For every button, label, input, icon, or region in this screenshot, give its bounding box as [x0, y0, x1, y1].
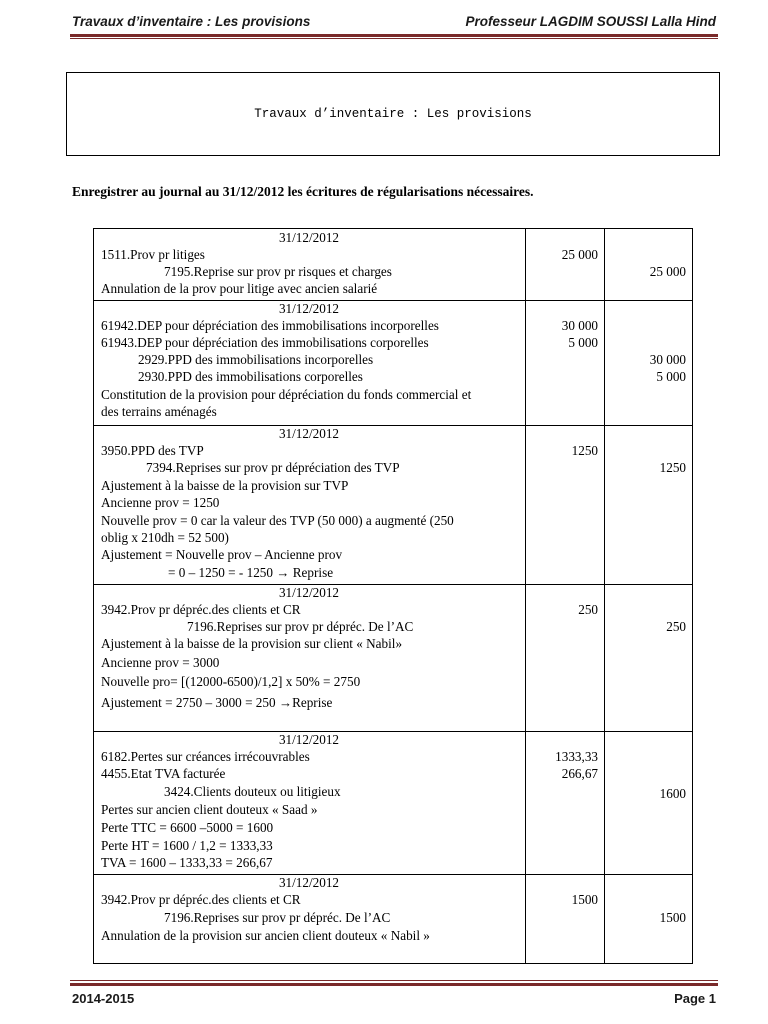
entry-line: Ajustement = 2750 – 3000 = 250 →Reprise — [101, 695, 333, 710]
entry-date: 31/12/2012 — [278, 301, 340, 316]
entry-line: Pertes sur ancien client douteux « Saad » — [101, 802, 318, 817]
entry-line: oblig x 210dh = 52 500) — [101, 530, 229, 545]
entry-line: Perte HT = 1600 / 1,2 = 1333,33 — [101, 838, 273, 853]
entry-line: Perte TTC = 6600 –5000 = 1600 — [101, 820, 274, 835]
entry-line: TVA = 1600 – 1333,33 = 266,67 — [101, 855, 273, 870]
debit-amount: 1333,33 — [555, 749, 598, 764]
entry-line: = 0 – 1250 = - 1250 → Reprise — [168, 565, 334, 580]
credit-amount: 250 — [666, 619, 686, 634]
page-header — [72, 14, 716, 34]
entry-line: des terrains aménagés — [101, 404, 217, 419]
entry-line: 4455.Etat TVA facturée — [101, 766, 226, 781]
entry-date: 31/12/2012 — [278, 426, 340, 441]
entry-line: Ancienne prov = 3000 — [101, 655, 220, 670]
debit-amount: 5 000 — [568, 335, 598, 350]
entry-date: 31/12/2012 — [278, 230, 340, 245]
entry-line: 7196.Reprises sur prov pr dépréc. De l’AC — [187, 619, 414, 634]
entry-line: Constitution de la provision pour dépréciation du fonds commercial et — [101, 387, 472, 402]
entry-line: 7394.Reprises sur prov pr dépréciation des TVP — [146, 460, 400, 475]
header-rule-thin — [70, 38, 718, 39]
credit-amount: 1500 — [659, 910, 686, 925]
entry-line: 61942.DEP pour dépréciation des immobilisations incorporelles — [101, 318, 439, 333]
entry-line: Annulation de la prov pour litige avec ancien salarié — [101, 281, 378, 296]
credit-amount: 30 000 — [649, 352, 686, 367]
credit-amount: 1600 — [659, 786, 686, 801]
entry-line: 2930.PPD des immobilisations corporelles — [138, 369, 363, 384]
entry-line: Ajustement à la baisse de la provision sur client « Nabil» — [101, 636, 403, 651]
entry-line: 61943.DEP pour dépréciation des immobilisations corporelles — [101, 335, 429, 350]
entry-line: Nouvelle pro= [(12000-6500)/1,2] x 50% = 2750 — [101, 674, 361, 689]
entry-line: 2929.PPD des immobilisations incorporelles — [138, 352, 374, 367]
credit-amount: 5 000 — [656, 369, 686, 384]
debit-amount: 1250 — [571, 443, 598, 458]
entry-date: 31/12/2012 — [278, 732, 340, 747]
entry-date: 31/12/2012 — [278, 875, 340, 890]
entry-line: 3424.Clients douteux ou litigieux — [164, 784, 341, 799]
debit-amount: 1500 — [571, 892, 598, 907]
entry-line: 1511.Prov pr litiges — [101, 247, 205, 262]
debit-amount: 250 — [578, 602, 598, 617]
entry-line: Annulation de la provision sur ancien client douteux « Nabil » — [101, 928, 430, 943]
header-author: Professeur LAGDIM SOUSSI Lalla Hind — [465, 14, 716, 29]
credit-amount: 1250 — [659, 460, 686, 475]
entry-line: Ajustement = Nouvelle prov – Ancienne prov — [101, 547, 343, 562]
column-divider-credit — [604, 229, 605, 963]
entry-line: 7196.Reprises sur prov pr dépréc. De l’AC — [164, 910, 391, 925]
instruction-text: Enregistrer au journal au 31/12/2012 les écritures de régularisations nécessaires. — [72, 184, 534, 199]
entry-line: Ajustement à la baisse de la provision sur TVP — [101, 478, 349, 493]
entry-line: 3942.Prov pr dépréc.des clients et CR — [101, 892, 301, 907]
footer-year: 2014-2015 — [72, 991, 135, 1006]
entry-date: 31/12/2012 — [278, 585, 340, 600]
entry-line: 7195.Reprise sur prov pr risques et charges — [164, 264, 392, 279]
credit-amount: 25 000 — [649, 264, 686, 279]
page-number: Page 1 — [674, 991, 716, 1006]
title-box — [66, 72, 720, 156]
entry-line: 3942.Prov pr dépréc.des clients et CR — [101, 602, 301, 617]
header-title: Travaux d’inventaire : Les provisions — [72, 14, 311, 29]
debit-amount: 25 000 — [561, 247, 598, 262]
entry-line: Nouvelle prov = 0 car la valeur des TVP (50 000) a augmenté (250 — [101, 513, 454, 528]
footer-rule-thin — [70, 980, 718, 981]
debit-amount: 30 000 — [561, 318, 598, 333]
entry-line: Ancienne prov = 1250 — [101, 495, 220, 510]
debit-amount: 266,67 — [561, 766, 598, 781]
entry-line: 3950.PPD des TVP — [101, 443, 204, 458]
header-rule — [70, 34, 718, 37]
journal-table — [93, 228, 693, 964]
document-title: Travaux d’inventaire : Les provisions — [254, 107, 532, 121]
footer-rule — [70, 983, 718, 986]
entry-line: 6182.Pertes sur créances irrécouvrables — [101, 749, 310, 764]
